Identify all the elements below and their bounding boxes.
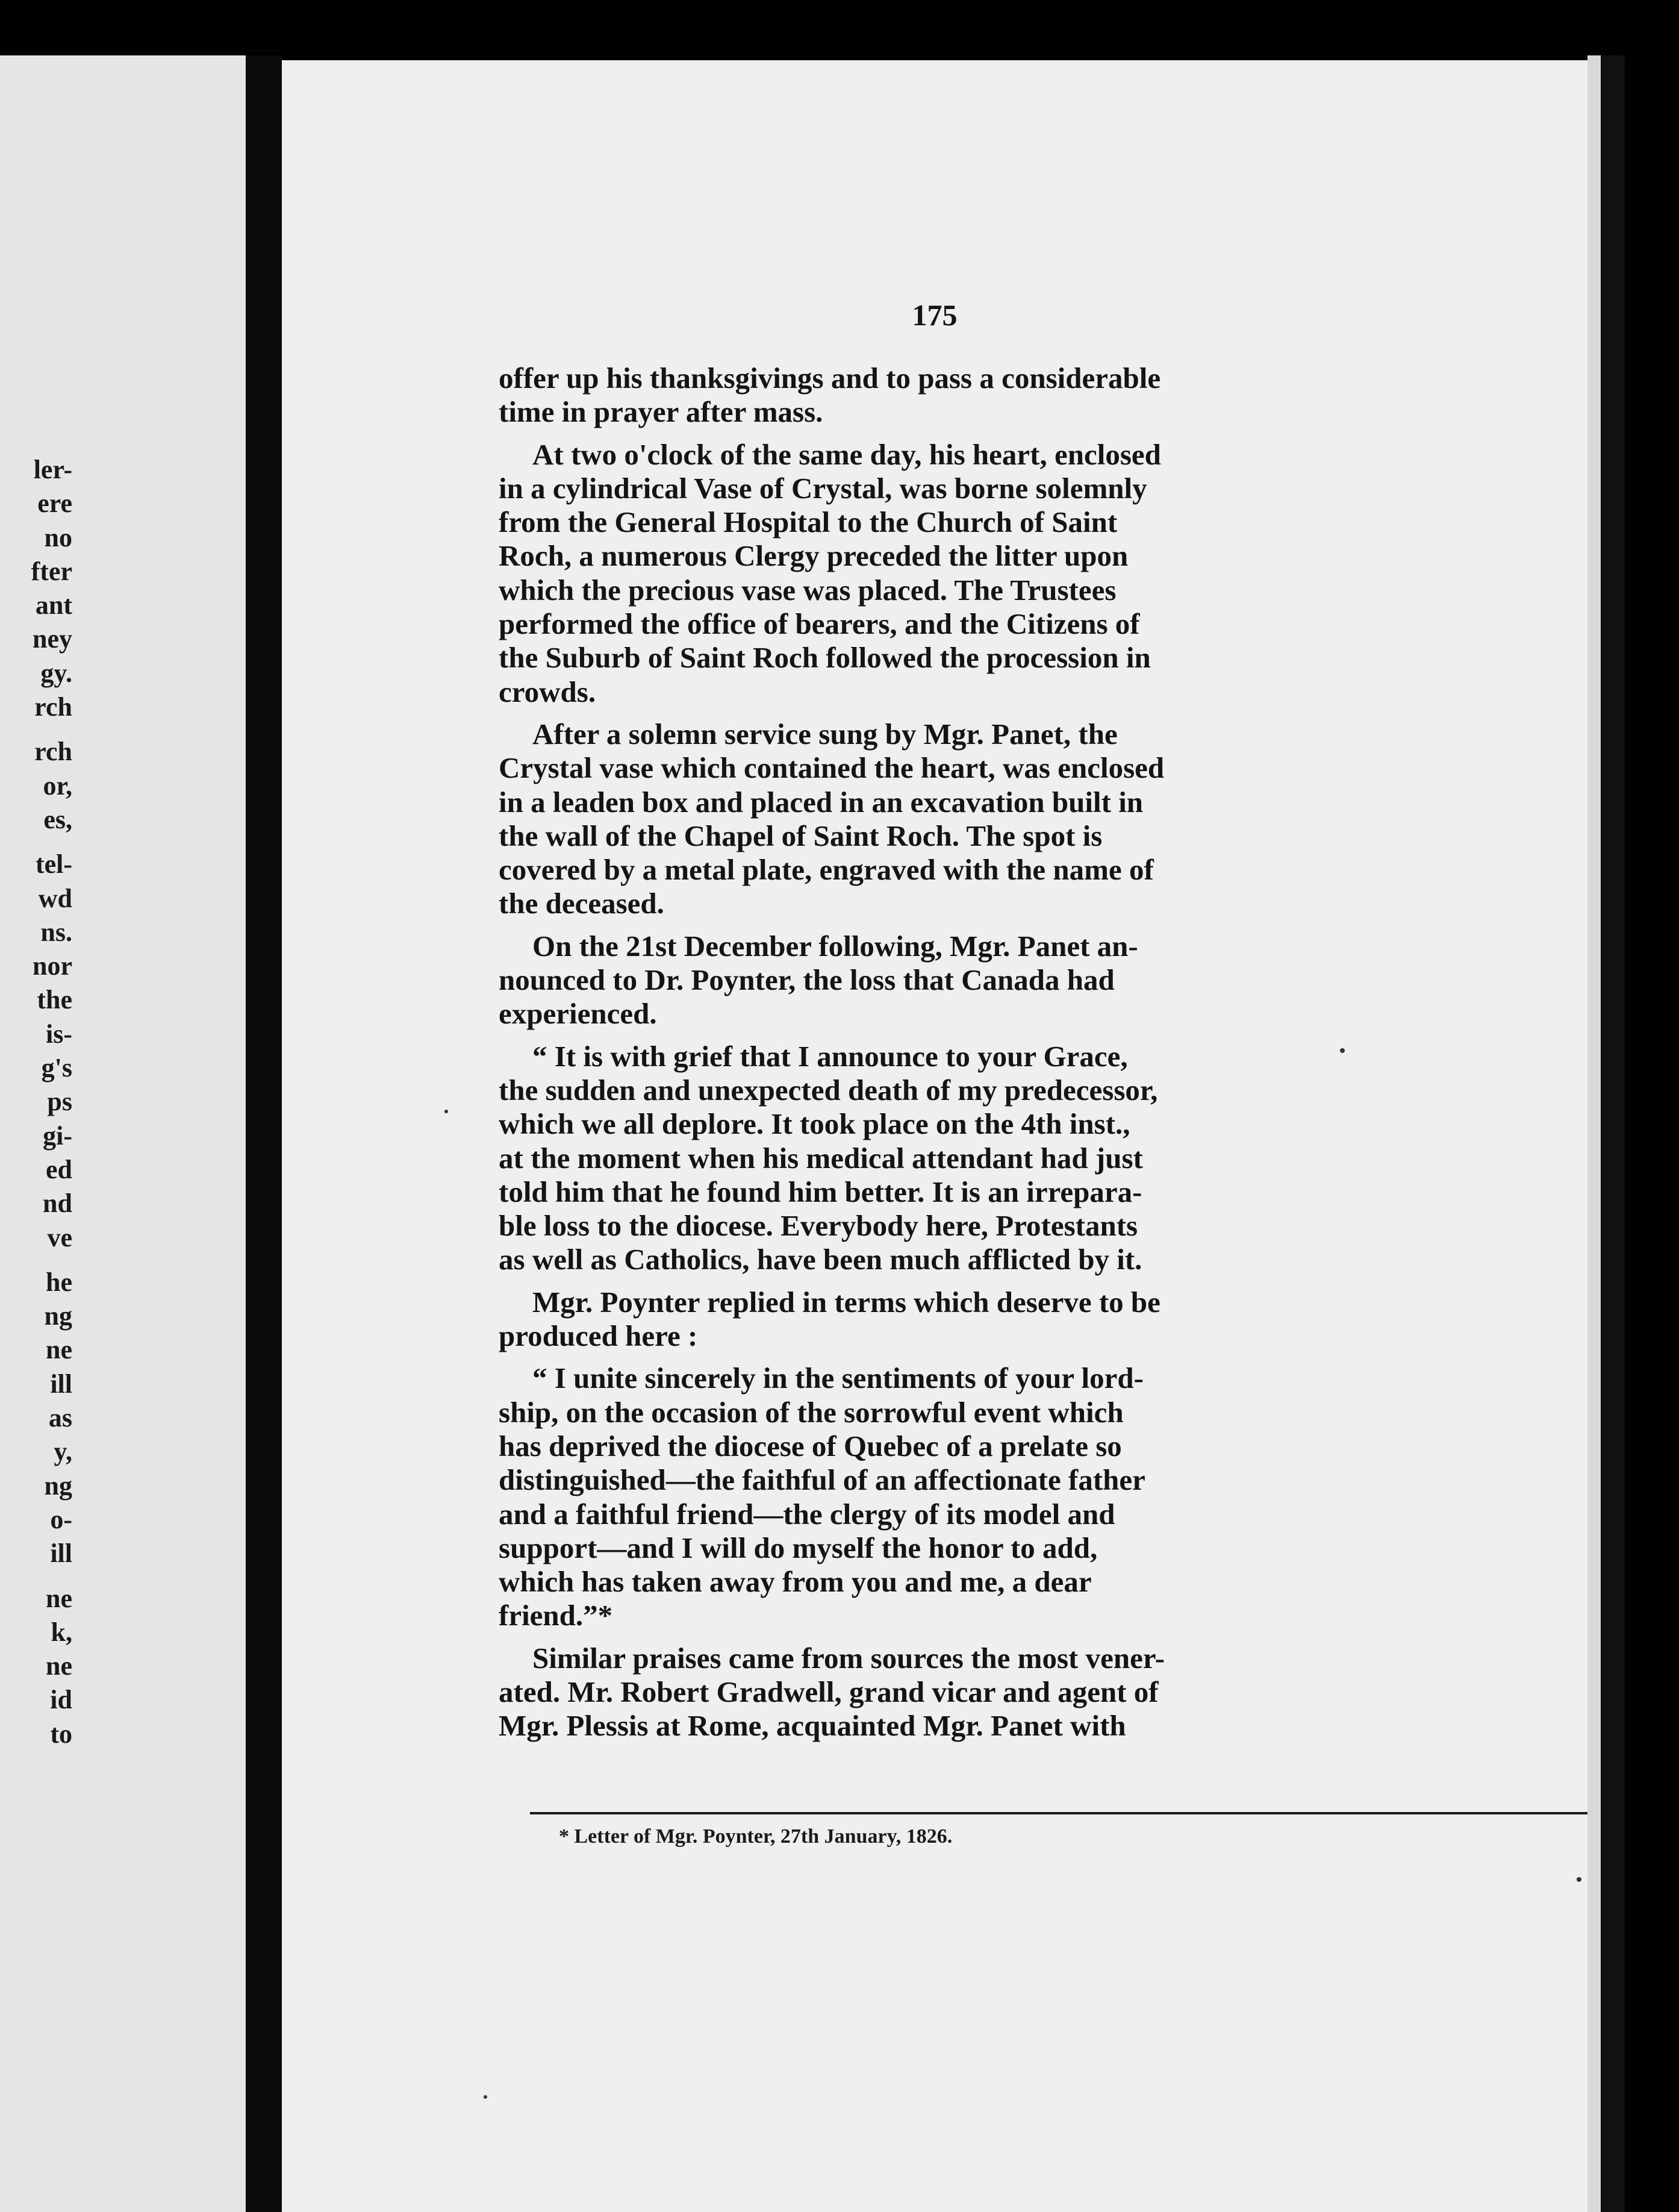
paragraph-gap <box>499 1633 1601 1642</box>
left-line-fragment: ney <box>33 624 72 654</box>
text-line: ship, on the occasion of the sorrowful event which <box>499 1395 1124 1429</box>
text-line: ated. Mr. Robert Gradwell, grand vicar and agent of <box>499 1675 1159 1708</box>
right-page <box>282 60 1587 2212</box>
text-line: which has taken away from you and me, a dear <box>499 1565 1092 1599</box>
left-line-fragment: ve <box>47 1222 72 1252</box>
left-line-fragment <box>0 837 72 848</box>
text-line: as well as Catholics, have been much afflicted by it. <box>499 1243 1142 1276</box>
left-line-fragment: es, <box>43 804 72 834</box>
scan-border <box>1601 55 1625 2212</box>
text-line: nounced to Dr. Poynter, the loss that Canada had <box>499 963 1115 997</box>
text-line: experienced. <box>499 997 657 1031</box>
paragraph-gap <box>499 1031 1601 1040</box>
text-line: performed the office of bearers, and the Citizens of <box>499 607 1140 641</box>
text-line: crowds. <box>499 675 596 708</box>
left-line-fragment: ne <box>46 1335 72 1365</box>
left-line-fragment: ler- <box>33 455 72 484</box>
left-line-fragment: ns. <box>40 917 72 947</box>
text-line: and a faithful friend—the clergy of its model and <box>499 1497 1115 1531</box>
text-line: On the 21st December following, Mgr. Panet an- <box>532 929 1138 963</box>
text-line: produced here : <box>499 1319 698 1353</box>
text-line: Similar praises came from sources the most vener- <box>532 1641 1165 1675</box>
speck-mark <box>484 2095 487 2099</box>
footnote-rule <box>530 1812 1604 1814</box>
speck-mark <box>1577 1877 1581 1882</box>
text-line: covered by a metal plate, engraved with the name of <box>499 853 1154 887</box>
page-body-text <box>499 361 1601 1743</box>
left-line-fragment: rch <box>34 692 72 722</box>
paragraph-gap <box>499 1277 1601 1286</box>
left-line-fragment: y, <box>54 1437 72 1467</box>
text-line: the wall of the Chapel of Saint Roch. The spot is <box>499 819 1103 852</box>
text-line: support—and I will do myself the honor to add, <box>499 1531 1098 1564</box>
page-number: 175 <box>912 298 958 332</box>
paragraph-gap <box>499 430 1601 438</box>
left-line-fragment: or, <box>43 770 72 801</box>
left-line-fragment: ant <box>35 590 72 620</box>
text-line: “ It is with grief that I announce to your Grace, <box>532 1039 1128 1073</box>
left-page <box>0 55 246 2212</box>
left-line-fragment: ed <box>46 1154 72 1184</box>
text-line: ble loss to the diocese. Everybody here, Protestants <box>499 1209 1138 1243</box>
left-line-fragment: is- <box>46 1019 72 1049</box>
left-line-fragment: wd <box>38 883 72 913</box>
text-line: Roch, a numerous Clergy preceded the litter upon <box>499 539 1129 573</box>
book-spine <box>246 55 282 2212</box>
text-line: the Suburb of Saint Roch followed the procession in <box>499 641 1151 675</box>
text-line: Crystal vase which contained the heart, was enclosed <box>499 751 1165 785</box>
text-line: in a cylindrical Vase of Crystal, was borne solemnly <box>499 471 1147 505</box>
left-line-fragment: to <box>50 1719 72 1749</box>
paragraph-gap <box>499 709 1601 717</box>
footnote: * Letter of Mgr. Poynter, 27th January, 1826. <box>559 1825 953 1848</box>
left-line-fragment: no <box>44 522 72 552</box>
text-line: “ I unite sincerely in the sentiments of your lord- <box>532 1361 1144 1395</box>
text-line: from the General Hospital to the Church of Saint <box>499 505 1118 539</box>
left-line-fragment: nor <box>33 951 72 981</box>
left-line-fragment <box>0 1571 72 1582</box>
left-line-fragment: k, <box>51 1617 72 1647</box>
left-line-fragment: ng <box>44 1470 72 1501</box>
left-line-fragment: ne <box>46 1583 72 1613</box>
left-line-fragment: ng <box>44 1301 72 1331</box>
left-line-fragment: g's <box>41 1053 72 1083</box>
text-line: has deprived the diocese of Quebec of a prelate so <box>499 1429 1122 1463</box>
left-line-fragment <box>0 1255 72 1266</box>
speck-mark <box>1340 1048 1345 1053</box>
text-line: the deceased. <box>499 887 664 920</box>
text-line: time in prayer after mass. <box>499 395 823 429</box>
left-page-line-fragments <box>0 453 72 1751</box>
left-line-fragment: ps <box>47 1087 72 1117</box>
paragraph-gap <box>499 921 1601 929</box>
left-line-fragment: ere <box>37 489 72 519</box>
text-line: the sudden and unexpected death of my predecessor, <box>499 1073 1158 1107</box>
text-line: distinguished—the faithful of an affectionate father <box>499 1463 1145 1497</box>
text-line: in a leaden box and placed in an excavation built in <box>499 785 1144 819</box>
text-line: which we all deplore. It took place on the 4th inst., <box>499 1107 1130 1141</box>
left-line-fragment: nd <box>43 1189 72 1219</box>
left-line-fragment: gy. <box>40 658 72 688</box>
left-line-fragment: he <box>46 1267 72 1297</box>
paragraph-gap <box>499 1353 1601 1361</box>
left-line-fragment: gi- <box>43 1120 72 1151</box>
left-line-fragment: o- <box>50 1504 72 1534</box>
left-line-fragment: ne <box>46 1651 72 1681</box>
left-line-fragment: rch <box>34 737 72 767</box>
text-line: told him that he found him better. It is an irrepara- <box>499 1175 1142 1208</box>
text-line: friend.”* <box>499 1599 613 1632</box>
text-line: Mgr. Plessis at Rome, acquainted Mgr. Panet with <box>499 1709 1126 1743</box>
left-line-fragment <box>0 724 72 735</box>
left-line-fragment: the <box>37 985 72 1015</box>
left-line-fragment: tel- <box>35 849 72 879</box>
text-line: Mgr. Poynter replied in terms which deserve to be <box>532 1285 1160 1319</box>
page-edge <box>1587 55 1601 2212</box>
text-line: After a solemn service sung by Mgr. Panet, the <box>532 717 1118 751</box>
left-line-fragment: fter <box>31 556 72 586</box>
text-line: At two o'clock of the same day, his heart, enclosed <box>532 437 1161 471</box>
text-line: which the precious vase was placed. The Trustees <box>499 573 1117 607</box>
left-line-fragment: as <box>48 1403 72 1433</box>
left-line-fragment: ill <box>50 1539 72 1569</box>
left-line-fragment: id <box>50 1685 72 1715</box>
left-line-fragment: ill <box>50 1369 72 1399</box>
text-line: at the moment when his medical attendant had just <box>499 1141 1143 1175</box>
text-line: offer up his thanksgivings and to pass a considerable <box>499 361 1161 395</box>
speck-mark <box>444 1110 448 1113</box>
